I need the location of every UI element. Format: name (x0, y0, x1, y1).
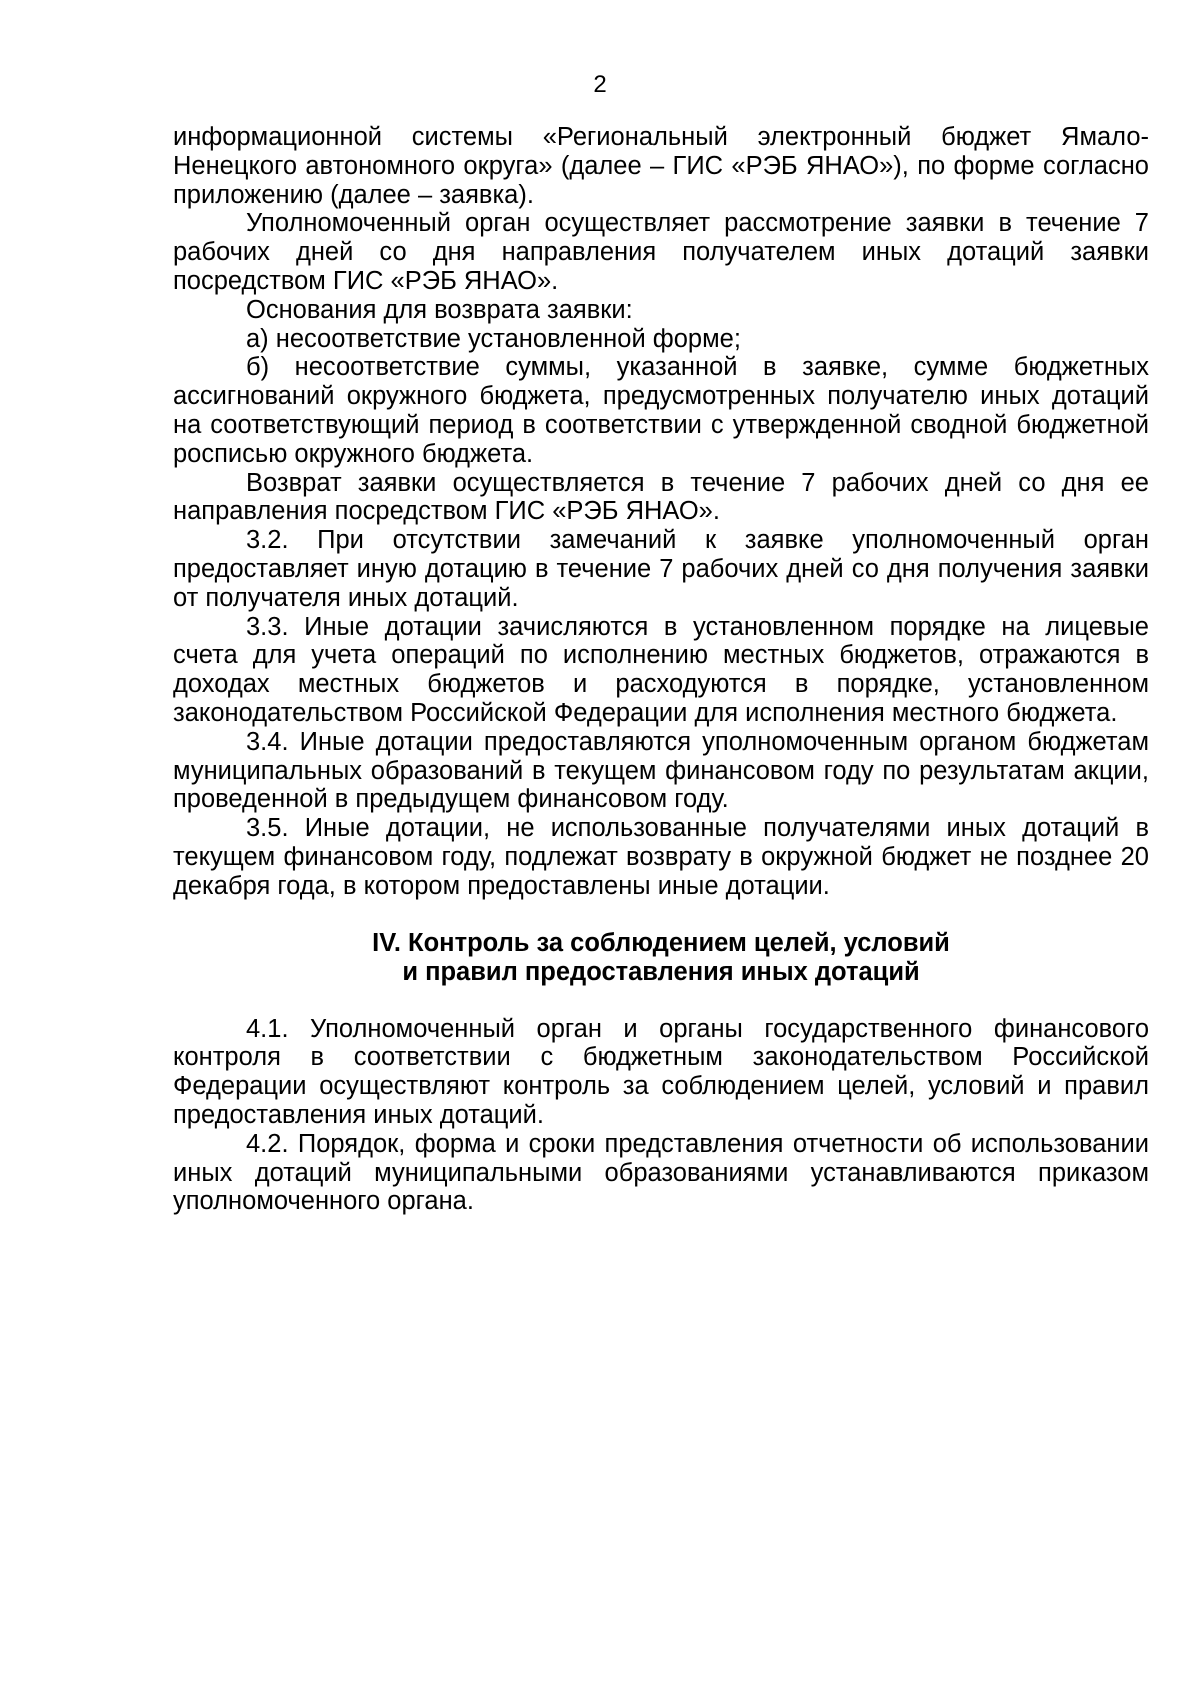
clause-3-4: 3.4. Иные дотации предоставляются уполномоченным органом бюджетам муниципальных образований в текущем финансовом году по результатам акции, проведенной в предыдущем финансовом году. (173, 727, 1149, 814)
list-item: а) несоответствие установленной форме; (246, 324, 741, 353)
clause-3-2: 3.2. При отсутствии замечаний к заявке уполномоченный орган предоставляет иную дотацию в течение 7 рабочих дней со дня получения заявки от получателя иных дотаций. (173, 526, 1149, 612)
page-number: 2 (593, 71, 607, 98)
paragraph-continuation: информационной системы «Региональный электронный бюджет Ямало-Ненецкого автономного округа» (далее – ГИС «РЭБ ЯНАО»), по форме согласно приложению (далее – заявка). (173, 123, 1149, 209)
paragraph: Основания для возврата заявки: (246, 295, 633, 324)
list-item: б) несоответствие суммы, указанной в заявке, сумме бюджетных ассигнований окружного бюджета, предусмотренных получателю иных дотаций на соответствующий период в соответствии с утвержденной сводной бюджетной росписью окружного бюджета. (173, 353, 1149, 468)
paragraph: Возврат заявки осуществляется в течение 7 рабочих дней со дня ее направления посредством ГИС «РЭБ ЯНАО». (173, 468, 1149, 526)
paragraph: Уполномоченный орган осуществляет рассмотрение заявки в течение 7 рабочих дней со дня направления получателем иных дотаций заявки посредством ГИС «РЭБ ЯНАО». (173, 209, 1149, 295)
section-heading-line-2: и правил предоставления иных дотаций (402, 957, 920, 986)
section-heading (173, 929, 1149, 987)
clause-3-5: 3.5. Иные дотации, не использованные получателями иных дотаций в текущем финансовом году, подлежат возврату в окружной бюджет не позднее 20 декабря года, в котором предоставлены иные дотации. (173, 814, 1149, 900)
section-heading-line-1: IV. Контроль за соблюдением целей, условий (372, 928, 950, 957)
clause-3-3: 3.3. Иные дотации зачисляются в установленном порядке на лицевые счета для учета операций по исполнению местных бюджетов, отражаются в доходах местных бюджетов и расходуются в порядке, установленном законодательством Российской Федерации для исполнения местного бюджета. (173, 612, 1149, 727)
clause-4-2: 4.2. Порядок, форма и сроки представления отчетности об использовании иных дотаций муниципальными образованиями устанавливаются приказом уполномоченного органа. (173, 1129, 1149, 1216)
document-body (173, 123, 1149, 1216)
clause-4-1: 4.1. Уполномоченный орган и органы государственного финансового контроля в соответствии с бюджетным законодательством Российской Федерации осуществляют контроль за соблюдением целей, условий и правил предоставления иных дотаций. (173, 1014, 1149, 1129)
